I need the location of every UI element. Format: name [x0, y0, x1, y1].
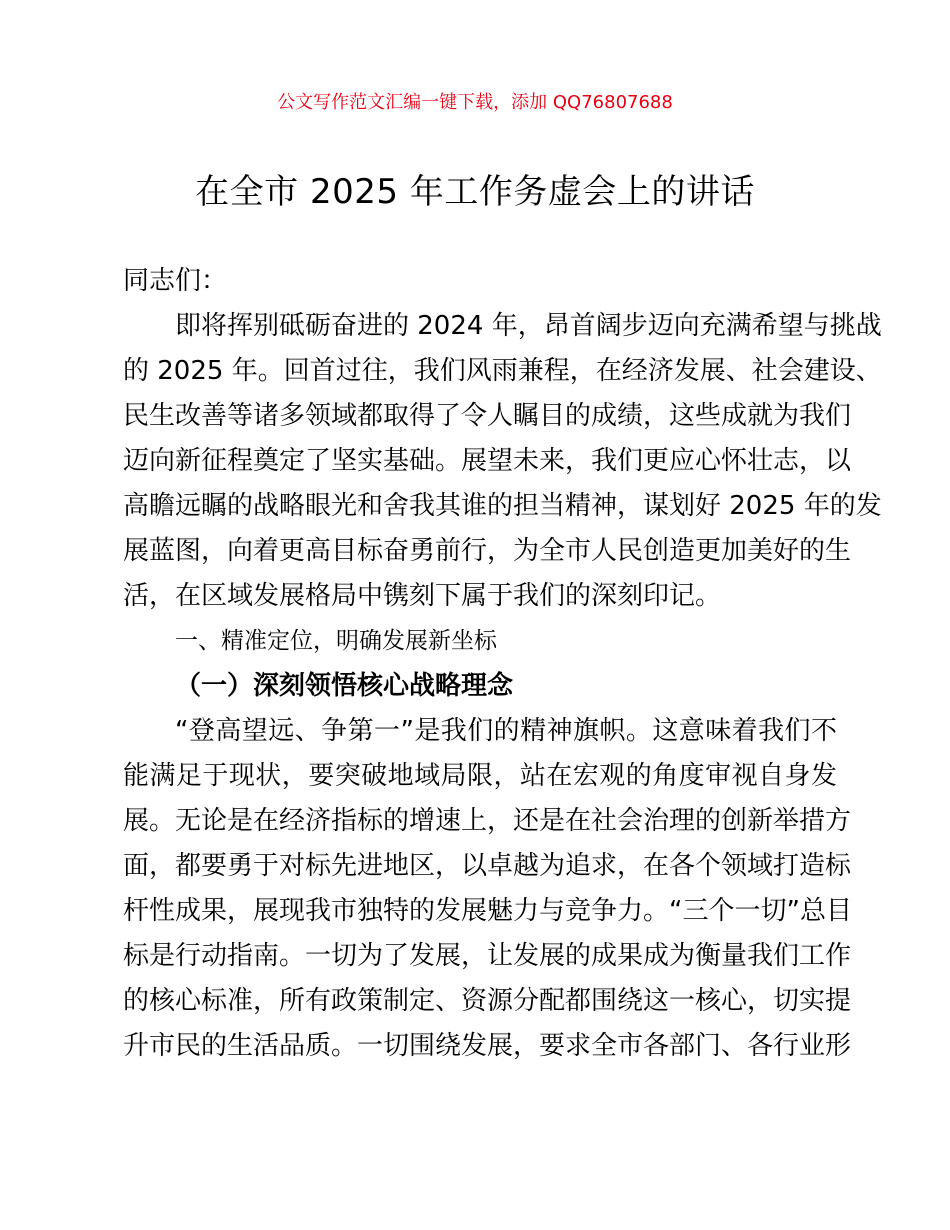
- paragraph-line: 杆性成果，展现我市独特的发展魅力与竞争力。“三个一切”总目: [123, 896, 852, 926]
- paragraph-line: 展蓝图，向着更高目标奋勇前行，为全市人民创造更加美好的生: [123, 536, 852, 566]
- paragraph-line: “登高望远、争第一”是我们的精神旗帜。这意味着我们不: [175, 716, 837, 746]
- section-heading: 一、精准定位，明确发展新坐标: [175, 628, 497, 654]
- paragraph-line: 能满足于现状，要突破地域局限，站在宏观的角度审视自身发: [123, 761, 837, 791]
- document-title: 在全市 2025 年工作务虚会上的讲话: [195, 172, 755, 212]
- paragraph-strategy: [123, 709, 852, 1069]
- paragraph-line: 面，都要勇于对标先进地区，以卓越为追求，在各个领域打造标: [123, 851, 852, 881]
- paragraph-line: 活，在区域发展格局中镌刻下属于我们的深刻印记。: [123, 581, 722, 611]
- paragraph-line: 即将挥别砥砺奋进的 2024 年，昂首阔步迈向充满希望与挑战: [175, 311, 882, 341]
- paragraph-line: 的 2025 年。回首过往，我们风雨兼程，在经济发展、社会建设、: [123, 356, 882, 386]
- paragraph-line: 民生改善等诸多领域都取得了令人瞩目的成绩，这些成就为我们: [123, 401, 852, 431]
- paragraph-line: 展。无论是在经济指标的增速上，还是在社会治理的创新举措方: [123, 806, 852, 836]
- paragraph-line: 升市民的生活品质。一切围绕发展，要求全市各部门、各行业形: [123, 1031, 852, 1061]
- document-body: [123, 259, 882, 1069]
- subsection-heading: （一）深刻领悟核心战略理念: [175, 671, 514, 701]
- salutation: 同志们：: [123, 266, 228, 296]
- paragraph-line: 高瞻远瞩的战略眼光和舍我其谁的担当精神，谋划好 2025 年的发: [123, 491, 882, 521]
- paragraph-intro: [123, 304, 882, 619]
- paragraph-line: 迈向新征程奠定了坚实基础。展望未来，我们更应心怀壮志，以: [123, 446, 852, 476]
- watermark-text: 公文写作范文汇编一键下载，添加 QQ76807688: [277, 92, 673, 113]
- paragraph-line: 标是行动指南。一切为了发展，让发展的成果成为衡量我们工作: [123, 941, 852, 971]
- paragraph-line: 的核心标准，所有政策制定、资源分配都围绕这一核心，切实提: [123, 986, 852, 1016]
